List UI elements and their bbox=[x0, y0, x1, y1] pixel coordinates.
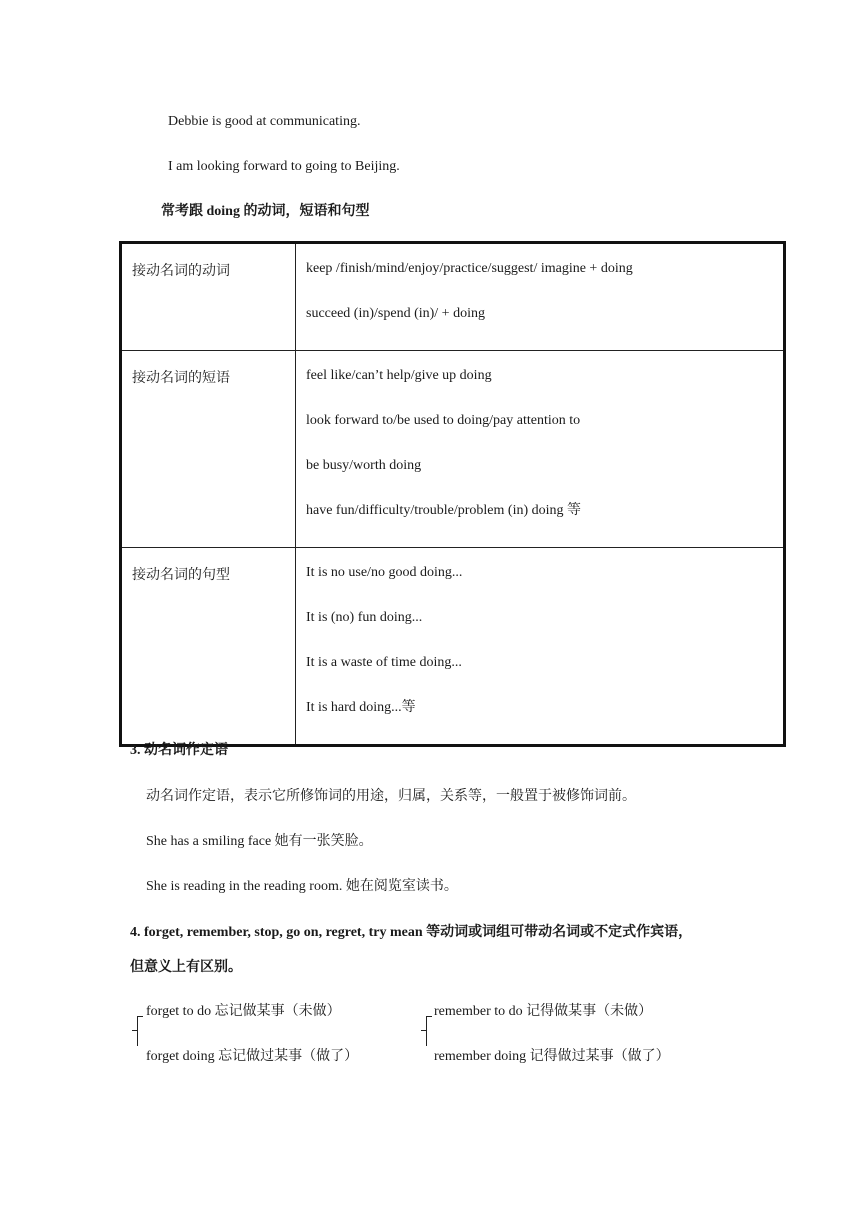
row-label: 接动名词的动词 bbox=[121, 243, 296, 351]
row-item: feel like/can’t help/give up doing bbox=[306, 368, 492, 383]
row-item: be busy/worth doing bbox=[306, 458, 422, 473]
remember-to-do-line: remember to do 记得做某事（未做） bbox=[434, 1004, 653, 1019]
remember-doing-line: remember doing 记得做过某事（做了） bbox=[434, 1049, 670, 1064]
section-3-heading: 3. 动名词作定语 bbox=[130, 743, 228, 758]
section-4-heading-continued: 但意义上有区别。 bbox=[130, 960, 242, 975]
table-row bbox=[121, 351, 785, 548]
forget-to-do-line: forget to do 忘记做某事（未做） bbox=[146, 1004, 341, 1019]
example-sentence-1: Debbie is good at communicating. bbox=[168, 114, 361, 129]
row-content bbox=[296, 548, 785, 746]
row-item: look forward to/be used to doing/pay attention to bbox=[306, 413, 581, 428]
gerund-usage-table bbox=[119, 241, 786, 747]
forget-doing-line: forget doing 忘记做过某事（做了） bbox=[146, 1049, 359, 1064]
table-row bbox=[121, 548, 785, 746]
section-3-example-2: She is reading in the reading room. 她在阅览室读书。 bbox=[146, 879, 458, 894]
row-item: It is (no) fun doing... bbox=[306, 610, 423, 625]
row-item: It is hard doing...等 bbox=[306, 700, 416, 715]
row-item: succeed (in)/spend (in)/ + doing bbox=[306, 306, 485, 321]
section-4-heading: 4. forget, remember, stop, go on, regret, try mean 等动词或词组可带动名词或不定式作宾语， bbox=[130, 925, 693, 940]
row-content bbox=[296, 243, 785, 351]
section-3-example-1: She has a smiling face 她有一张笑脸。 bbox=[146, 834, 373, 849]
row-item: It is no use/no good doing... bbox=[306, 565, 463, 580]
table-row bbox=[121, 243, 785, 351]
example-sentence-2: I am looking forward to going to Beijing. bbox=[168, 159, 400, 174]
row-item: It is a waste of time doing... bbox=[306, 655, 462, 670]
row-content bbox=[296, 351, 785, 548]
row-item: keep /finish/mind/enjoy/practice/suggest/ imagine + doing bbox=[306, 261, 633, 276]
row-label: 接动名词的短语 bbox=[121, 351, 296, 548]
brace-icon bbox=[137, 1016, 146, 1046]
section-3-description: 动名词作定语，表示它所修饰词的用途，归属，关系等，一般置于被修饰词前。 bbox=[146, 789, 636, 804]
row-item: have fun/difficulty/trouble/problem (in) doing 等 bbox=[306, 503, 582, 518]
table-heading: 常考跟 doing 的动词，短语和句型 bbox=[161, 204, 370, 219]
row-label: 接动名词的句型 bbox=[121, 548, 296, 746]
